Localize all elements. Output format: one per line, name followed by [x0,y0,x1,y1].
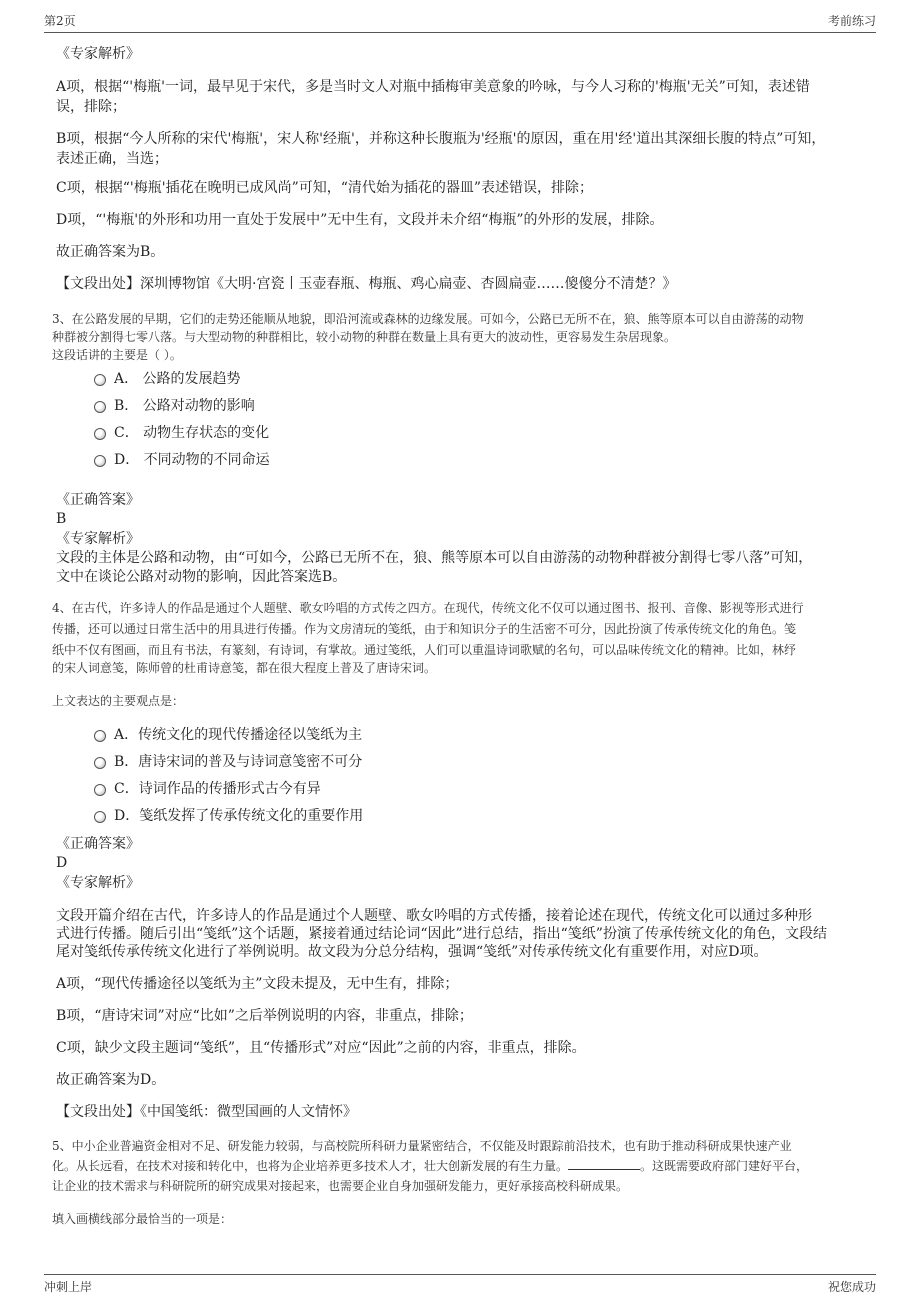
footer-left: 冲刺上岸 [44,1280,93,1294]
q4-stem-line2: 传播，还可以通过日常生活中的用具进行传播。作为文房清玩的笺纸，由于和知识分子的生活密不可分，因此扮演了传承传统文化的角色。笺 [52,622,797,636]
q4-answer: D [56,855,68,871]
q3-analysis-line2: 文中在谈论公路对动物的影响，因此答案选B。 [56,569,347,585]
q3-analysis-line1: 文段的主体是公路和动物，由“可如今，公路已无所不在，狼、熊等原本可以自由游荡的动物种群被分割得七零八落”可知， [56,550,813,566]
page-number: 第2页 [44,14,76,28]
option-label: B．唐诗宋词的普及与诗词意笺密不可分 [114,754,363,770]
q3-answer-heading: 《正确答案》 [56,492,140,508]
q4-option-a[interactable] [94,724,362,744]
option-label: D． 不同动物的不同命运 [114,452,270,468]
analysis-d: D项，“'梅瓶'的外形和功用一直处于发展中”无中生有，文段并未介绍“梅瓶”的外形的发展，排除。 [56,212,664,228]
option-label: C． 动物生存状态的变化 [114,425,270,441]
radio-icon[interactable] [94,401,106,413]
q4-stem-line3: 纸中不仅有图画，而且有书法，有篆刻，有诗词，有掌故。通过笺纸，人们可以重温诗词歌赋的名句，可以品味传统文化的精神。比如，林纾 [52,643,797,657]
q4-analysis-line3: 尾对笺纸传承传统文化进行了举例说明。故文段为分总分结构，强调“笺纸”对传承传统文化有重要作用，对应D项。 [56,944,768,960]
q4-question: 上文表达的主要观点是： [52,694,185,708]
q5-stem-line2 [52,1157,808,1175]
analysis-c: C项，根据“'梅瓶'插花在晚明已成风尚”可知，“清代始为插花的器皿”表述错误，排除； [56,180,594,196]
q4-analysis-c: C项，缺少文段主题词“笺纸”，且“传播形式”对应“因此”之前的内容，非重点，排除。 [56,1040,586,1056]
page-footer [44,1274,876,1295]
q4-analysis-conclusion: 故正确答案为D。 [56,1072,166,1088]
q3-question: 这段话讲的主要是（ ）。 [52,348,182,362]
q4-stem-line1: 4、在古代，许多诗人的作品是通过个人题壁、歌女吟唱的方式传之四方。在现代，传统文化不仅可以通过图书、报刊、音像、影视等形式进行 [52,601,804,615]
q4-stem-line4: 的宋人词意笺，陈师曾的杜甫诗意笺，都在很大程度上普及了唐诗宋词。 [52,661,437,675]
q5-stem-line3: 让企业的技术需求与科研院所的研究成果对接起来，也需要企业自身加强研发能力，更好承接高校科研成果。 [52,1179,629,1193]
q5-stem-text-before: 化。从长远看，在技术对接和转化中，也将为企业培养更多技术人才，壮大创新发展的有生力量。 [52,1159,569,1173]
q3-option-a[interactable] [94,368,241,388]
analysis-a-line2: 误，排除； [56,99,126,115]
source-citation: 【文段出处】深圳博物馆《大明·宫瓷丨玉壶春瓶、梅瓶、鸡心扁壶、杏圆扁壶……傻傻分不清楚？》 [56,276,677,292]
radio-icon[interactable] [94,784,106,796]
radio-icon[interactable] [94,730,106,742]
q5-question: 填入画横线部分最恰当的一项是： [52,1212,233,1226]
q3-option-b[interactable] [94,395,255,415]
q4-option-c[interactable] [94,778,321,798]
radio-icon[interactable] [94,757,106,769]
q4-source-citation: 【文段出处】《中国笺纸：微型国画的人文情怀》 [56,1104,357,1120]
q3-stem-line1: 3、在公路发展的早期，它们的走势还能顺从地貌，即沿河流或森林的边缘发展。可如今，公路已无所不在，狼、熊等原本可以自由游荡的动物 [52,312,804,326]
analysis-a-line1: A项，根据“'梅瓶'一词，最早见于宋代，多是当时文人对瓶中插梅审美意象的吟咏，与今人习称的'梅瓶'无关”可知，表述错 [56,79,810,95]
page-header [44,12,876,33]
q3-answer: B [56,511,67,527]
option-label: A． 公路的发展趋势 [114,371,241,387]
q3-option-c[interactable] [94,422,269,442]
option-label: B． 公路对动物的影响 [114,398,255,414]
option-label: D．笺纸发挥了传承传统文化的重要作用 [114,808,364,824]
option-label: A．传统文化的现代传播途径以笺纸为主 [114,727,363,743]
radio-icon[interactable] [94,428,106,440]
q4-analysis-line1: 文段开篇介绍在古代，许多诗人的作品是通过个人题壁、歌女吟唱的方式传播，接着论述在现代，传统文化可以通过多种形 [56,908,812,924]
q4-option-d[interactable] [94,805,363,825]
q4-analysis-heading: 《专家解析》 [56,875,140,891]
q3-stem-line2: 种群被分割得七零八落。与大型动物的种群相比，较小动物的种群在数量上具有更大的波动性，更容易发生杂居现象。 [52,330,677,344]
footer-right: 祝您成功 [827,1280,876,1294]
analysis-b-line2: 表述正确，当选； [56,151,168,167]
q5-stem-text-after: 。这既需要政府部门建好平台， [640,1159,809,1173]
q4-answer-heading: 《正确答案》 [56,836,140,852]
analysis-b-line1: B项，根据“今人所称的宋代'梅瓶'，宋人称'经瓶'，并称这种长腹瓶为'经瓶'的原因，重在用'经'道出其深细长腹的特点”可知， [56,131,826,147]
q5-stem-line1: 5、中小企业普遍资金相对不足、研发能力较弱，与高校院所科研力量紧密结合，不仅能及时跟踪前沿技术，也有助于推动科研成果快速产业 [52,1139,792,1153]
q4-analysis-line2: 式进行传播。随后引出“笺纸”这个话题，紧接着通过结论词“因此”进行总结，指出“笺纸”扮演了传承传统文化的角色，文段结 [56,926,827,942]
radio-icon[interactable] [94,455,106,467]
expert-analysis-heading: 《专家解析》 [56,46,140,62]
q4-analysis-b: B项，“唐诗宋词”对应“比如”之后举例说明的内容，非重点，排除； [56,1008,473,1024]
radio-icon[interactable] [94,374,106,386]
q5-fill-blank [568,1157,640,1170]
q4-option-b[interactable] [94,751,362,771]
q3-option-d[interactable] [94,449,270,469]
analysis-conclusion: 故正确答案为B。 [56,244,165,260]
option-label: C．诗词作品的传播形式古今有异 [114,781,321,797]
header-title: 考前练习 [827,14,876,28]
q4-analysis-a: A项，“现代传播途径以笺纸为主”文段未提及，无中生有，排除； [56,976,459,992]
radio-icon[interactable] [94,811,106,823]
q3-analysis-heading: 《专家解析》 [56,531,140,547]
